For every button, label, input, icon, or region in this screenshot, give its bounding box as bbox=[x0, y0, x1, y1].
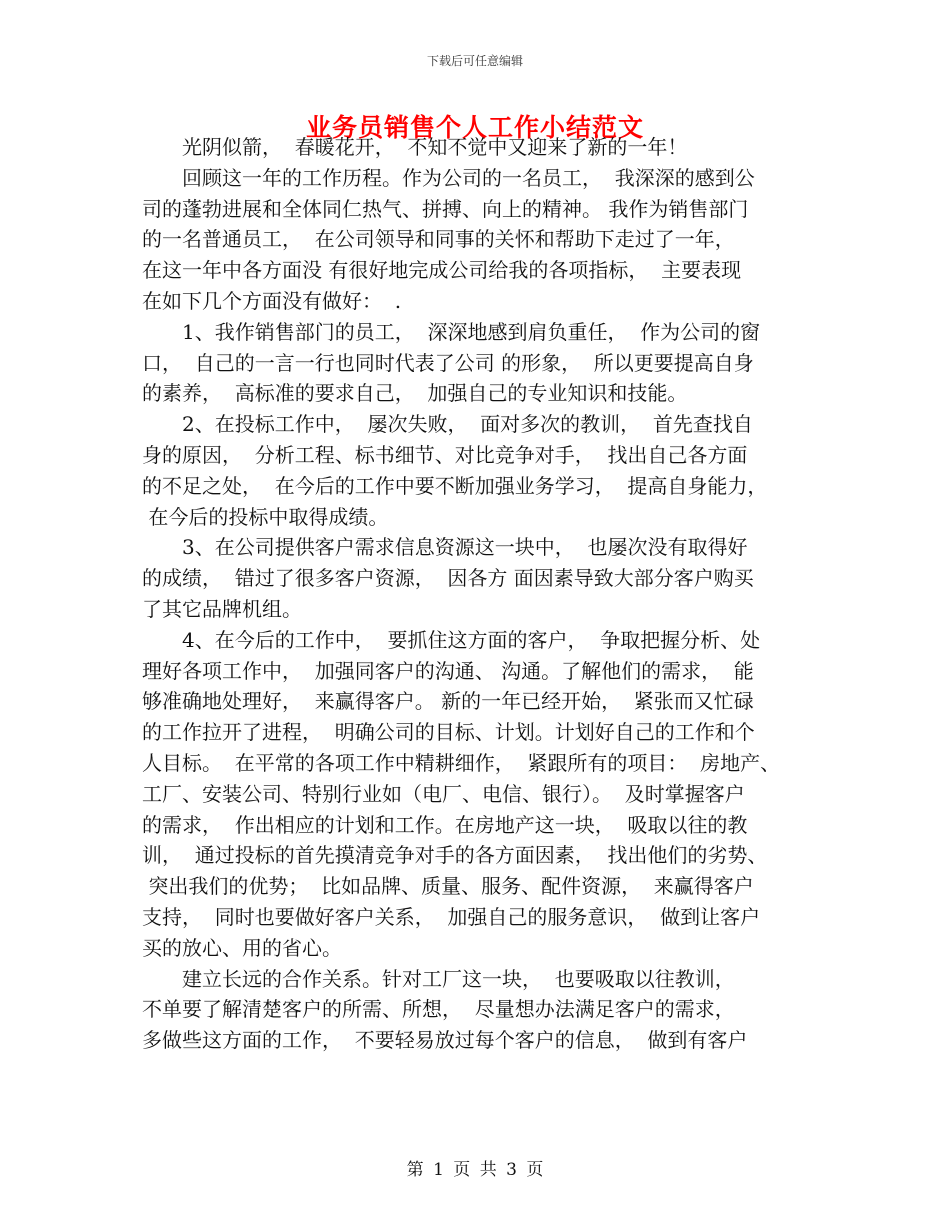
text-line: 支持， 同时也要做好客户关系， 加强自己的服务意识， 做到让客户 bbox=[142, 904, 761, 929]
paragraph bbox=[142, 625, 812, 964]
text-line: 不单要了解清楚客户的所需、所想， 尽量想办法满足客户的需求， bbox=[142, 997, 735, 1022]
text-line: 司的蓬勃进展和全体同仁热气、拼搏、向上的精神。 我作为销售部门 bbox=[142, 196, 749, 221]
text-line: 在如下几个方面没有做好： . bbox=[142, 288, 402, 313]
text-line: 2、在投标工作中， 屡次失败， 面对多次的教训， 首先查找自 bbox=[142, 412, 753, 437]
document-body bbox=[142, 132, 812, 1056]
text-line: 在今后的投标中取得成绩。 bbox=[142, 504, 389, 529]
paragraph bbox=[142, 317, 812, 409]
text-line: 的需求， 作出相应的计划和工作。在房地产这一块， 吸取以往的教 bbox=[142, 812, 748, 837]
text-line: 工厂、安装公司、特别行业如（电厂、电信、银行）。 及时掌握客户 bbox=[142, 781, 745, 806]
text-line: 突出我们的优势； 比如品牌、质量、服务、配件资源， 来赢得客户 bbox=[142, 874, 754, 899]
paragraph bbox=[142, 964, 812, 1056]
text-line: 的不足之处， 在今后的工作中要不断加强业务学习， 提高自身能力， bbox=[142, 473, 768, 498]
text-line: 多做些这方面的工作， 不要轻易放过每个客户的信息， 做到有客户 bbox=[142, 1028, 748, 1053]
text-line: 训， 通过投标的首先摸清竞争对手的各方面因素， 找出他们的劣势、 bbox=[142, 843, 768, 868]
text-line: 在这一年中各方面没 有很好地完成公司给我的各项指标， 主要表现 bbox=[142, 258, 742, 283]
text-line: 光阴似箭， 春暖花开， 不知不觉中又迎来了新的一年！ bbox=[142, 135, 688, 159]
text-line: 口， 自己的一言一行也同时代表了公司 的形象， 所以更要提高自身 bbox=[142, 350, 754, 375]
paragraph bbox=[142, 532, 812, 624]
text-line: 1、我作销售部门的员工， 深深地感到肩负重任， 作为公司的窗 bbox=[142, 319, 761, 344]
text-line: 回顾这一年的工作历程。作为公司的一名员工， 我深深的感到公 bbox=[142, 165, 755, 190]
text-line: 的一名普通员工， 在公司领导和同事的关怀和帮助下走过了一年， bbox=[142, 227, 735, 252]
text-line: 理好各项工作中， 加强同客户的沟通、 沟通。了解他们的需求， 能 bbox=[142, 658, 754, 683]
text-line: 3、在公司提供客户需求信息资源这一块中， 也屡次没有取得好 bbox=[142, 535, 748, 560]
document-title: 业务员销售个人工作小结范文 bbox=[305, 113, 644, 142]
paragraph bbox=[142, 163, 812, 317]
text-line: 的成绩， 错过了很多客户资源， 因各方 面因素导致大部分客户购买 bbox=[142, 566, 754, 591]
text-line: 够准确地处理好， 来赢得客户。 新的一年已经开始， 紧张而又忙碌 bbox=[142, 689, 754, 714]
page-footer: 第 1 页 共 3 页 bbox=[406, 1160, 544, 1180]
text-line: 建立长远的合作关系。针对工厂这一块， 也要吸取以往教训， bbox=[142, 966, 735, 991]
page-header: 下载后可任意编辑 bbox=[426, 54, 523, 68]
paragraph bbox=[142, 409, 812, 532]
text-line: 的工作拉开了进程， 明确公司的目标、计划。计划好自己的工作和个 bbox=[142, 720, 755, 745]
text-line: 4、在今后的工作中， 要抓住这方面的客户， 争取把握分析、处 bbox=[142, 627, 761, 652]
text-line: 人目标。 在平常的各项工作中精耕细作， 紧跟所有的项目： 房地产、 bbox=[142, 750, 781, 775]
text-line: 买的放心、用的省心。 bbox=[142, 935, 342, 960]
text-line: 了其它品牌机组。 bbox=[142, 596, 302, 621]
text-line: 身的原因， 分析工程、标书细节、对比竞争对手， 找出自己各方面 bbox=[142, 442, 748, 467]
paragraph bbox=[142, 132, 812, 163]
text-line: 的素养， 高标准的要求自己， 加强自己的专业知识和技能。 bbox=[142, 381, 688, 406]
